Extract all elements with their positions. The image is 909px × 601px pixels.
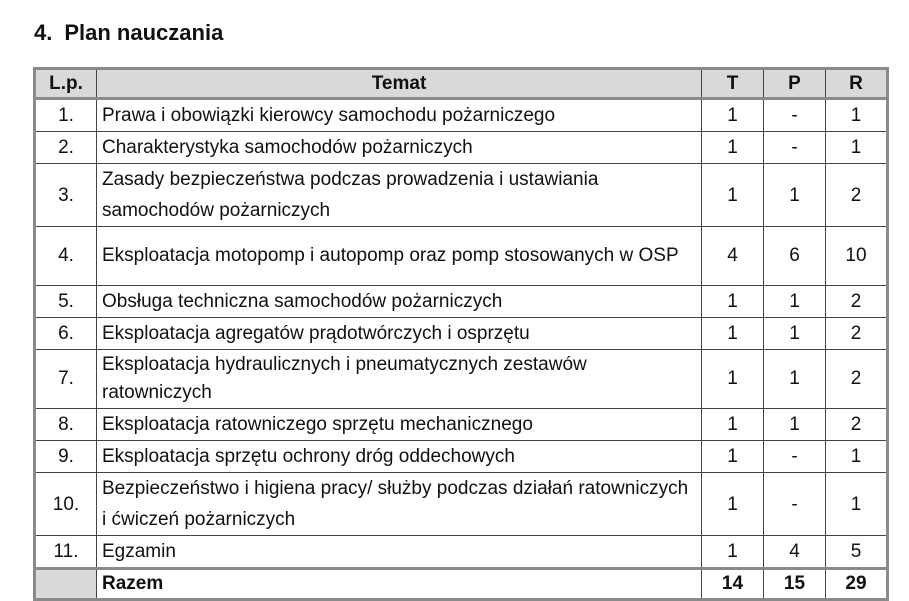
row-lp: 9. xyxy=(35,441,97,473)
row-t: 1 xyxy=(702,286,764,318)
table-row xyxy=(35,132,888,164)
row-t: 1 xyxy=(702,473,764,536)
table-row xyxy=(35,227,888,286)
header-p: P xyxy=(764,69,826,99)
row-topic: Eksploatacja ratowniczego sprzętu mechanicznego xyxy=(97,409,702,441)
row-r: 2 xyxy=(826,318,888,350)
row-t: 1 xyxy=(702,409,764,441)
row-lp: 3. xyxy=(35,164,97,227)
row-p: - xyxy=(764,473,826,536)
row-topic: Obsługa techniczna samochodów pożarniczych xyxy=(97,286,702,318)
row-t: 1 xyxy=(702,350,764,409)
row-t: 4 xyxy=(702,227,764,286)
table-header-row xyxy=(35,69,888,99)
section-heading xyxy=(34,20,223,46)
row-r: 1 xyxy=(826,99,888,132)
row-t: 1 xyxy=(702,99,764,132)
table-row xyxy=(35,536,888,569)
header-topic: Temat xyxy=(97,69,702,99)
row-r: 1 xyxy=(826,441,888,473)
row-p: 1 xyxy=(764,286,826,318)
section-number: 4. xyxy=(34,20,53,45)
row-topic: Eksploatacja motopomp i autopomp oraz pomp stosowanych w OSP xyxy=(97,227,702,286)
row-r: 1 xyxy=(826,473,888,536)
table-row xyxy=(35,99,888,132)
row-r: 10 xyxy=(826,227,888,286)
row-p: 1 xyxy=(764,318,826,350)
row-t: 1 xyxy=(702,536,764,569)
table-row xyxy=(35,350,888,409)
header-lp: L.p. xyxy=(35,69,97,99)
row-lp: 10. xyxy=(35,473,97,536)
row-topic: Eksploatacja sprzętu ochrony dróg oddechowych xyxy=(97,441,702,473)
table-row xyxy=(35,286,888,318)
row-r: 1 xyxy=(826,132,888,164)
row-topic: Egzamin xyxy=(97,536,702,569)
row-p: 1 xyxy=(764,164,826,227)
total-row xyxy=(35,569,888,600)
row-lp: 11. xyxy=(35,536,97,569)
table-row xyxy=(35,473,888,536)
row-t: 1 xyxy=(702,441,764,473)
table-row xyxy=(35,441,888,473)
row-topic: Eksploatacja agregatów prądotwórczych i osprzętu xyxy=(97,318,702,350)
row-p: 6 xyxy=(764,227,826,286)
row-lp: 2. xyxy=(35,132,97,164)
row-r: 2 xyxy=(826,409,888,441)
row-lp: 6. xyxy=(35,318,97,350)
row-topic: Eksploatacja hydraulicznych i pneumatycznych zestawów ratowniczych xyxy=(97,350,702,409)
curriculum-table xyxy=(33,67,889,601)
row-topic: Zasady bezpieczeństwa podczas prowadzenia i ustawiania samochodów pożarniczych xyxy=(97,164,702,227)
row-p: - xyxy=(764,441,826,473)
row-r: 2 xyxy=(826,164,888,227)
row-p: 1 xyxy=(764,350,826,409)
total-r: 29 xyxy=(826,569,888,600)
total-p: 15 xyxy=(764,569,826,600)
row-lp: 8. xyxy=(35,409,97,441)
header-r: R xyxy=(826,69,888,99)
row-topic: Charakterystyka samochodów pożarniczych xyxy=(97,132,702,164)
row-p: - xyxy=(764,132,826,164)
row-p: - xyxy=(764,99,826,132)
row-t: 1 xyxy=(702,318,764,350)
section-title: Plan nauczania xyxy=(64,20,224,45)
row-topic: Bezpieczeństwo i higiena pracy/ służby podczas działań ratowniczych i ćwiczeń pożarniczych xyxy=(97,473,702,536)
row-t: 1 xyxy=(702,164,764,227)
row-lp: 4. xyxy=(35,227,97,286)
row-r: 2 xyxy=(826,286,888,318)
row-p: 4 xyxy=(764,536,826,569)
row-t: 1 xyxy=(702,132,764,164)
total-t: 14 xyxy=(702,569,764,600)
total-lp-empty xyxy=(35,569,97,600)
row-lp: 5. xyxy=(35,286,97,318)
table-row xyxy=(35,164,888,227)
row-lp: 7. xyxy=(35,350,97,409)
row-topic: Prawa i obowiązki kierowcy samochodu pożarniczego xyxy=(97,99,702,132)
row-lp: 1. xyxy=(35,99,97,132)
row-p: 1 xyxy=(764,409,826,441)
header-t: T xyxy=(702,69,764,99)
table-row xyxy=(35,318,888,350)
table-row xyxy=(35,409,888,441)
total-label: Razem xyxy=(97,569,702,600)
row-r: 5 xyxy=(826,536,888,569)
row-r: 2 xyxy=(826,350,888,409)
